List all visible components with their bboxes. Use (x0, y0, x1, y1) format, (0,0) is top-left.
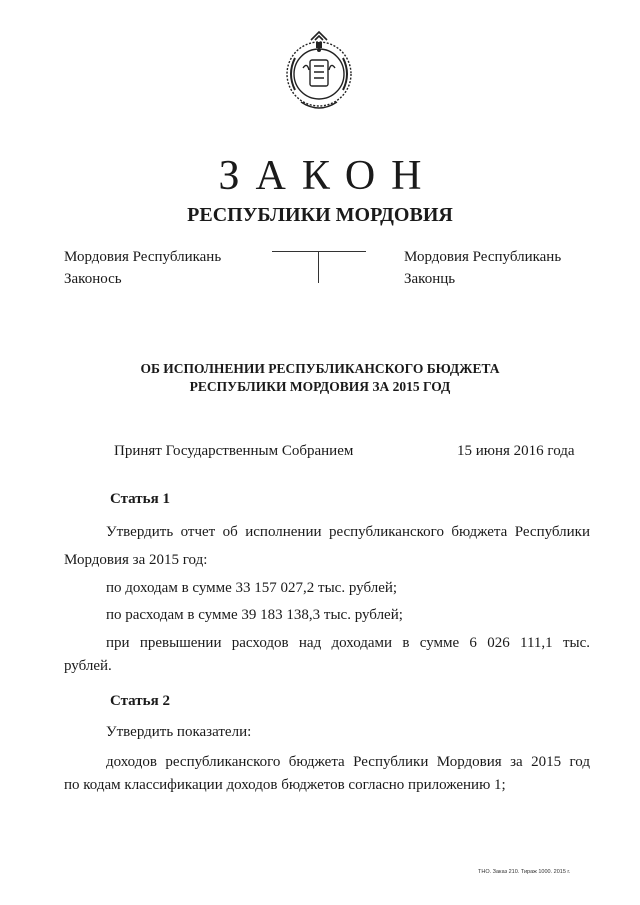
law-title-line-2: РЕСПУБЛИКИ МОРДОВИЯ ЗА 2015 ГОД (189, 379, 451, 394)
erzya-caption-line-1: Мордовия Республикань (404, 249, 562, 265)
article-1-heading: Статья 1 (110, 491, 170, 507)
law-title (0, 360, 640, 396)
adoption-date: 15 июня 2016 года (457, 443, 575, 459)
article-2-line-3: по кодам классификации доходов бюджетов согласно приложению 1; (64, 777, 506, 793)
article-1-line-1: Утвердить отчет об исполнении республиканского бюджета Республики (106, 524, 590, 540)
moksha-caption-line-1: Мордовия Республикань (64, 249, 222, 265)
erzya-caption-line-2: Законць (404, 271, 456, 287)
article-1-deficit-cont: рублей. (64, 658, 112, 674)
article-2-line-2: доходов республиканского бюджета Республики Мордовия за 2015 год (106, 754, 590, 770)
article-1-expenses: по расходам в сумме 39 183 138,3 тыс. рублей; (106, 607, 403, 623)
law-type-title: ЗАКОН (218, 153, 438, 199)
republic-subtitle: РЕСПУБЛИКИ МОРДОВИЯ (187, 204, 453, 226)
article-1-line-2: Мордовия за 2015 год: (64, 552, 208, 568)
moksha-caption-line-2: Законось (64, 271, 122, 287)
print-footer-note: ТНО. Заказ 210. Тираж 1000. 2015 г. (478, 869, 571, 875)
coat-of-arms-emblem (281, 28, 357, 114)
article-1-income: по доходам в сумме 33 157 027,2 тыс. рублей; (106, 580, 398, 596)
caption-divider-vertical (318, 251, 319, 283)
caption-divider-horizontal (272, 251, 366, 252)
article-1-deficit: при превышении расходов над доходами в сумме 6 026 111,1 тыс. (106, 635, 590, 651)
article-2-line-1: Утвердить показатели: (106, 724, 252, 740)
moksha-caption (64, 246, 221, 290)
adoption-text: Принят Государственным Собранием (114, 443, 354, 459)
erzya-caption (404, 246, 561, 290)
law-title-line-1: ОБ ИСПОЛНЕНИИ РЕСПУБЛИКАНСКОГО БЮДЖЕТА (140, 361, 500, 376)
article-2-heading: Статья 2 (110, 693, 170, 709)
